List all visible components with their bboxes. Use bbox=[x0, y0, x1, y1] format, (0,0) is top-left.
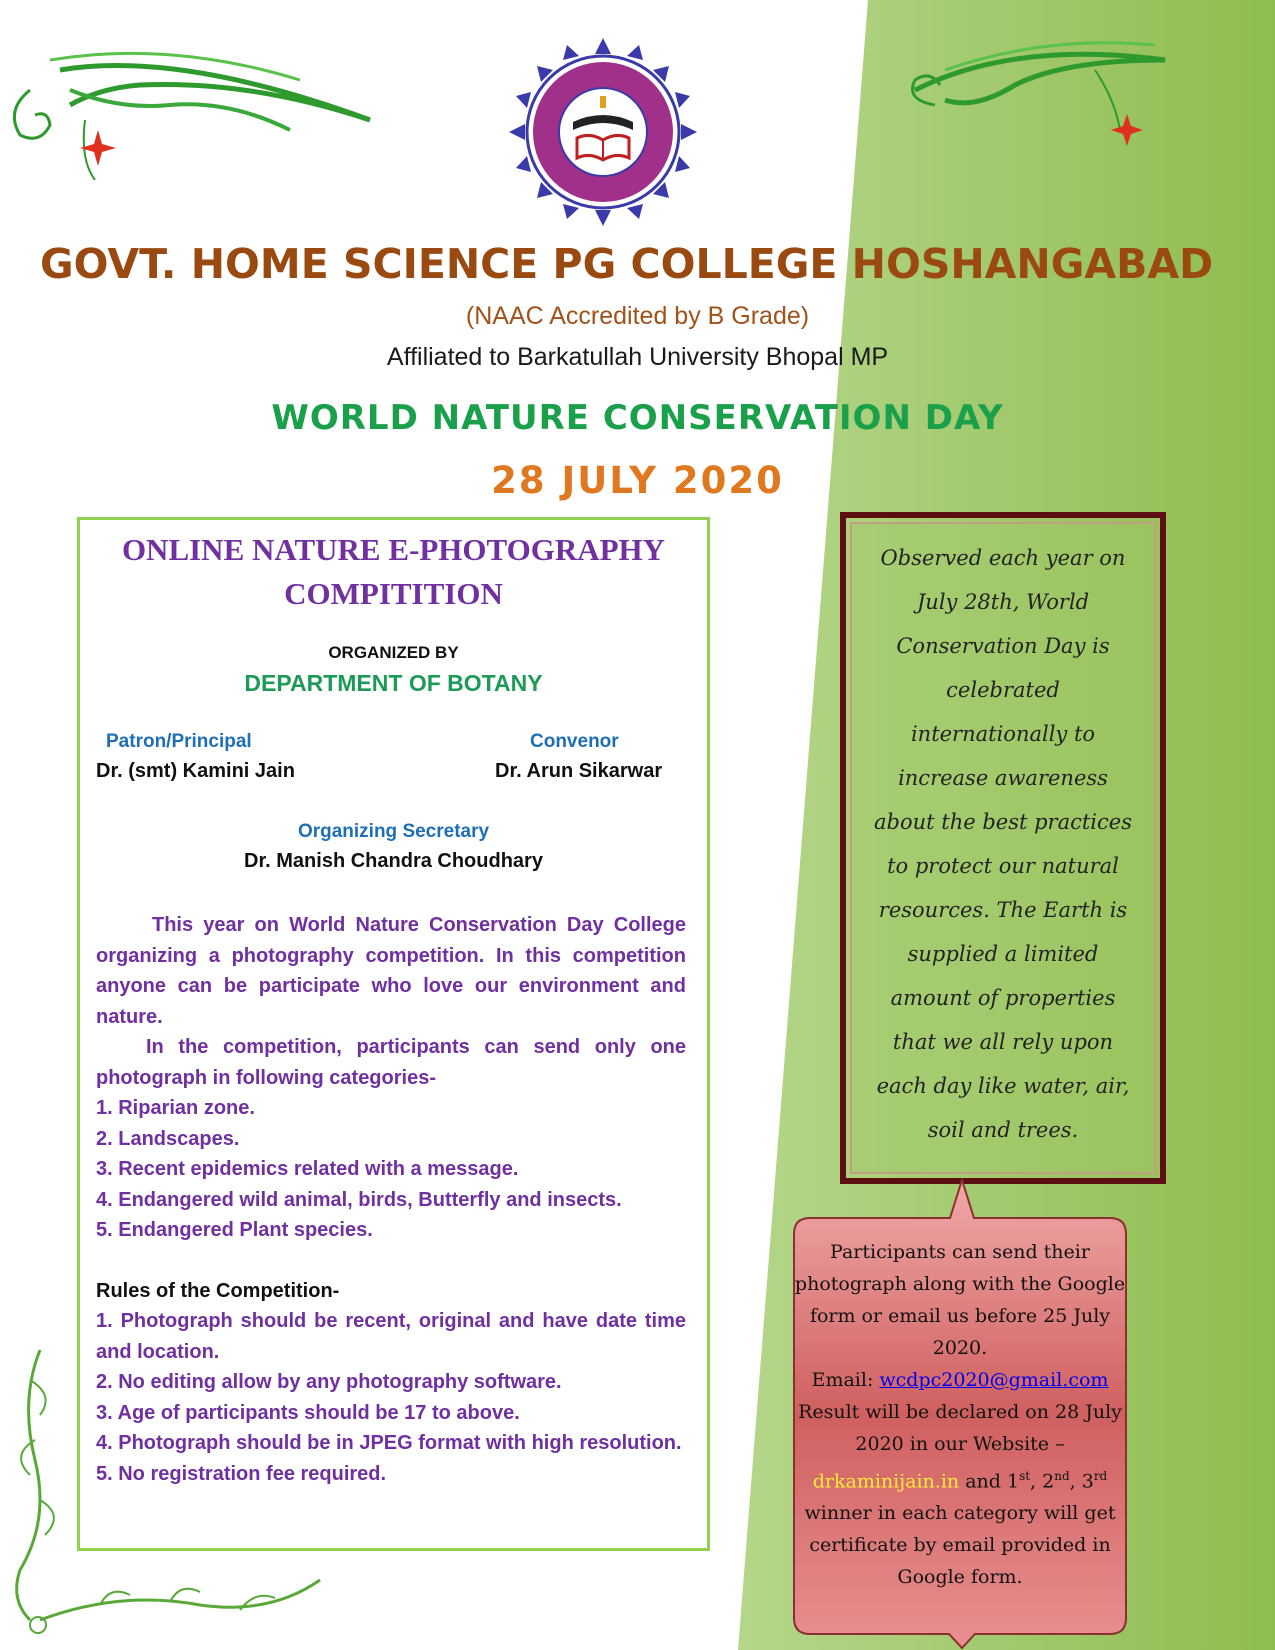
result-text: Result will be declared on 28 July 2020 in our Website – bbox=[798, 1401, 1122, 1455]
college-logo-icon bbox=[494, 38, 712, 226]
patron-label: Patron/Principal bbox=[106, 731, 252, 752]
rules-heading: Rules of the Competition- bbox=[96, 1279, 340, 1302]
superscript-st: st bbox=[1019, 1469, 1031, 1483]
category-item: 4. Endangered wild animal, birds, Butterfly and insects. bbox=[96, 1188, 622, 1211]
secretary-name: Dr. Manish Chandra Choudhary bbox=[244, 850, 543, 872]
submission-instructions: Participants can send their photograph along with the Google form or email us before 25 July 2020. bbox=[794, 1241, 1126, 1359]
email-link[interactable]: wcdpc2020@gmail.com bbox=[879, 1369, 1109, 1391]
comma-text: , 3 bbox=[1069, 1470, 1094, 1493]
affiliation-text: Affiliated to Barkatullah University Bhopal MP bbox=[386, 343, 889, 371]
website-link[interactable]: drkaminijain.in bbox=[812, 1470, 960, 1493]
convenor-name: Dr. Arun Sikarwar bbox=[495, 760, 663, 782]
rule-item: 4. Photograph should be in JPEG format with high resolution. bbox=[96, 1432, 682, 1454]
patron-name: Dr. (smt) Kamini Jain bbox=[96, 760, 295, 782]
category-item: 1. Riparian zone. bbox=[96, 1097, 255, 1119]
quote-text: Observed each year on July 28th, World Conservation Day is celebrated internationally to increase awareness about the best practices to protect our natural resources. The Earth is supplied a limited amount of properties that we all rely upon each day like water, air, soil and trees. bbox=[874, 546, 1132, 1142]
category-item: 2. Landscapes. bbox=[96, 1127, 240, 1150]
college-title: GOVT. HOME SCIENCE PG COLLEGE HOSHANGABAD bbox=[40, 240, 1214, 288]
rule-item: 2. No editing allow by any photography software. bbox=[96, 1371, 562, 1393]
floral-ornament-bottom-left-icon bbox=[0, 1340, 340, 1650]
accreditation-text: (NAAC Accredited by B Grade) bbox=[465, 302, 810, 330]
rule-item: 5. No registration fee required. bbox=[96, 1462, 387, 1485]
event-title: WORLD NATURE CONSERVATION DAY bbox=[271, 398, 1004, 438]
superscript-rd: rd bbox=[1093, 1469, 1108, 1483]
and-text: and 1 bbox=[959, 1470, 1020, 1493]
comma-text: , 2 bbox=[1030, 1470, 1055, 1493]
winner-text: winner in each category will get certificate by email provided in Google form. bbox=[804, 1502, 1116, 1589]
secretary-label: Organizing Secretary bbox=[297, 821, 490, 842]
rule-item: 3. Age of participants should be 17 to above. bbox=[96, 1401, 520, 1424]
category-item: 3. Recent epidemics related with a message. bbox=[96, 1158, 519, 1180]
event-date: 28 JULY 2020 bbox=[491, 459, 784, 502]
quote-box bbox=[840, 512, 1166, 1184]
email-label: Email: bbox=[811, 1369, 880, 1391]
superscript-nd: nd bbox=[1054, 1469, 1070, 1483]
intro-paragraph: This year on World Nature Conservation Day College organizing a photography competition. In this competition anyone can be participate who love our environment and nature. bbox=[96, 914, 686, 1028]
floral-ornament-top-left-icon bbox=[0, 30, 380, 180]
category-item: 5. Endangered Plant species. bbox=[96, 1219, 373, 1241]
rule-item: 1. Photograph should be recent, original and have date time and location. bbox=[96, 1310, 686, 1363]
organized-by-label: ORGANIZED BY bbox=[328, 643, 459, 662]
categories-intro: In the competition, participants can send only one photograph in following categories- bbox=[96, 1036, 686, 1089]
department-name: DEPARTMENT OF BOTANY bbox=[244, 670, 543, 696]
convenor-label: Convenor bbox=[530, 731, 619, 752]
callout-text bbox=[790, 1236, 1130, 1593]
floral-ornament-top-right-icon bbox=[905, 30, 1175, 160]
quote-box-inner bbox=[850, 522, 1156, 1174]
competition-title: ONLINE NATURE E-PHOTOGRAPHY COMPITITION bbox=[121, 532, 666, 611]
